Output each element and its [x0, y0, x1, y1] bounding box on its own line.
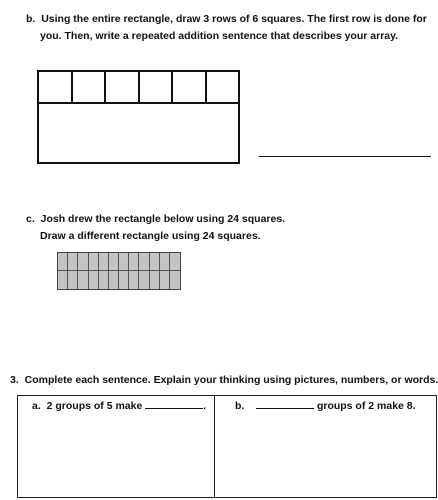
part-c-text-2a: Draw a — [40, 230, 78, 242]
cell-b-blank[interactable] — [256, 397, 314, 409]
grid-square — [129, 253, 139, 271]
part-b-bold-repeated-addition: write a repeated addition — [95, 30, 220, 42]
square — [73, 72, 107, 102]
array-rectangle[interactable] — [37, 70, 240, 164]
square — [207, 72, 239, 102]
answer-table — [17, 395, 437, 498]
cell-a-blank[interactable] — [145, 397, 203, 409]
part-c-text-2b: rectangle using 24 squares. — [119, 230, 261, 242]
part-b-instruction-line2 — [40, 28, 398, 45]
grid-square — [109, 271, 119, 289]
part-b-text-2a: you. Then, — [40, 30, 96, 42]
part-c-bold-different: different — [77, 230, 120, 242]
grid-square — [139, 253, 149, 271]
square — [106, 72, 140, 102]
grid-square — [68, 271, 78, 289]
grid-square — [150, 253, 160, 271]
square — [173, 72, 207, 102]
problem-3-instruction — [10, 372, 438, 389]
problem-3-text-c: words. — [401, 374, 438, 386]
problem-3-number: 3. — [10, 374, 19, 386]
grid-square — [119, 253, 129, 271]
cell-a[interactable] — [32, 397, 206, 415]
part-c-label: c. — [26, 213, 35, 225]
cell-b-label: b. — [235, 400, 245, 412]
problem-3-text-a: Complete each sentence. — [24, 374, 154, 386]
grid-square — [58, 253, 68, 271]
part-c-instruction-line1 — [26, 211, 285, 228]
cell-b[interactable] — [235, 397, 416, 415]
problem-3-bold-or: or — [391, 374, 402, 386]
grid-square — [109, 253, 119, 271]
part-b-text-2b: sentence that describes your array. — [219, 30, 399, 42]
square — [39, 72, 73, 102]
problem-3-bold-explain: Explain — [153, 374, 191, 386]
grid-square — [78, 271, 88, 289]
grid-square — [139, 271, 149, 289]
cell-a-text: 2 groups of 5 make — [46, 400, 143, 412]
grid-square — [68, 253, 78, 271]
part-b-bold-rows: rows — [212, 13, 237, 25]
repeated-addition-answer-line[interactable] — [259, 156, 431, 157]
grid-square — [160, 271, 170, 289]
part-b-instruction-line1 — [26, 11, 427, 28]
part-c-instruction-line2 — [40, 228, 261, 245]
grid-square — [170, 253, 180, 271]
grid-square — [160, 253, 170, 271]
first-row-squares — [39, 72, 238, 104]
grid-square — [99, 253, 109, 271]
part-b-text-1a: Using the entire rectangle, draw 3 — [41, 13, 213, 25]
grid-square — [99, 271, 109, 289]
josh-rectangle-grid — [57, 252, 181, 290]
cell-a-period: . — [203, 400, 207, 412]
part-b-label: b. — [26, 13, 36, 25]
cell-b-text: groups of 2 make 8. — [316, 400, 416, 412]
grid-square — [89, 253, 99, 271]
square — [140, 72, 174, 102]
part-b-text-1b: of 6 squares. The first row is done for — [236, 13, 427, 25]
grid-square — [119, 271, 129, 289]
grid-square — [58, 271, 68, 289]
grid-square — [150, 271, 160, 289]
grid-square — [129, 271, 139, 289]
problem-3-text-b: your thinking using pictures, numbers, — [190, 374, 392, 386]
cell-a-label: a. — [32, 400, 41, 412]
table-divider — [214, 396, 215, 497]
grid-square — [78, 253, 88, 271]
grid-square — [170, 271, 180, 289]
grid-square — [89, 271, 99, 289]
part-c-text-1: Josh drew the rectangle below using 24 squares. — [40, 213, 286, 225]
